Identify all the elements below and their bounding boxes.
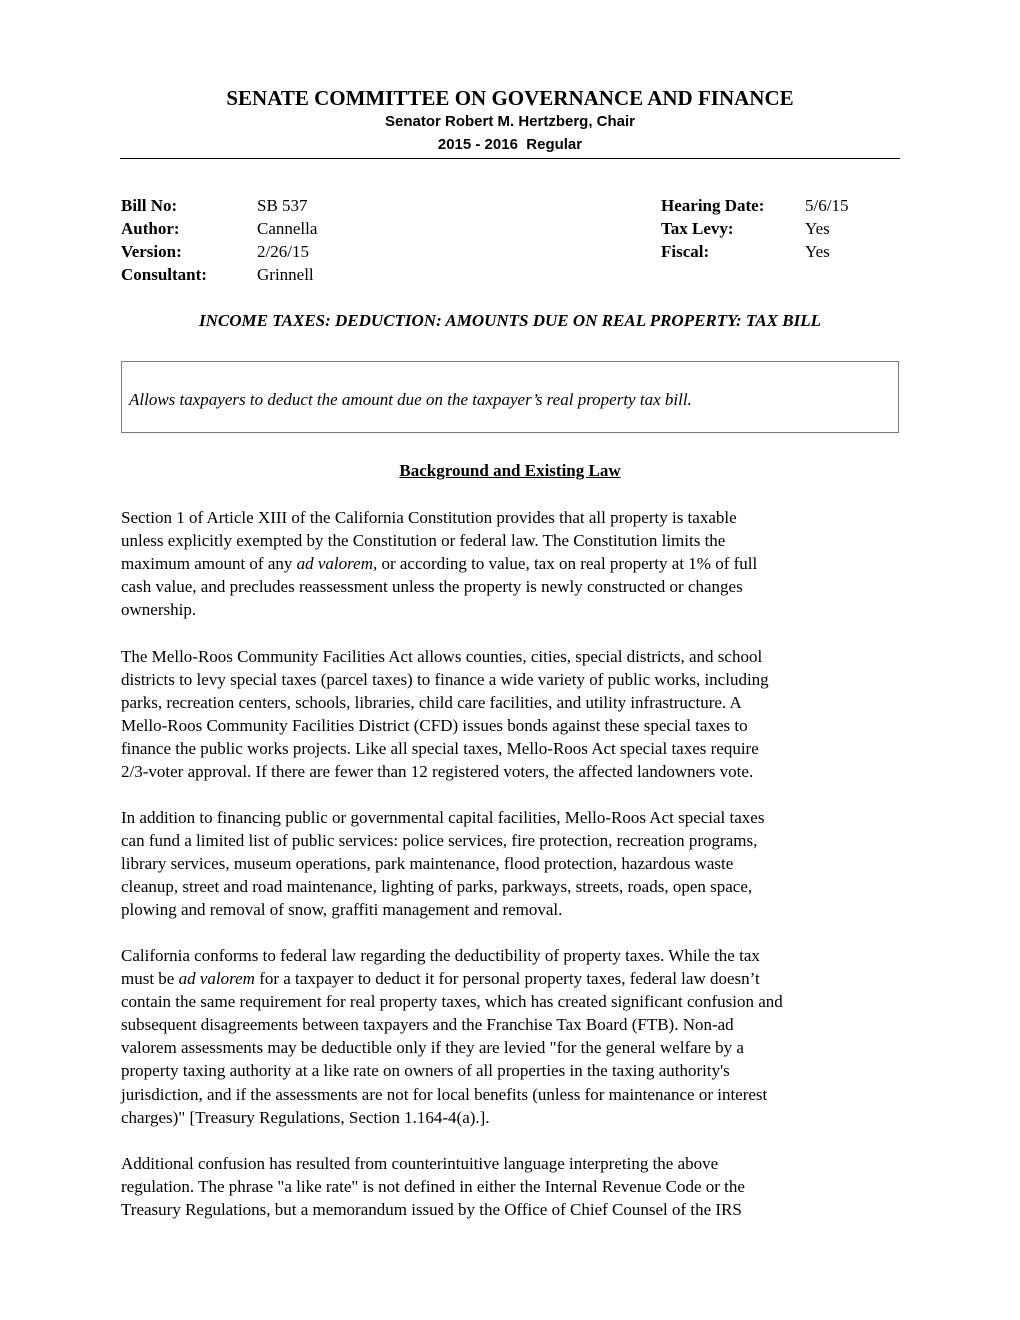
text-line: California conforms to federal law regarding the deductibility of property taxes. While the tax: [121, 946, 760, 965]
text-line: In addition to financing public or governmental capital facilities, Mello-Roos Act special taxes: [121, 808, 765, 827]
text-line: subsequent disagreements between taxpayers and the Franchise Tax Board (FTB). Non-ad: [121, 1015, 734, 1035]
committee-chair: Senator Robert M. Hertzberg, Chair: [384, 113, 636, 130]
hearing-date-label: Hearing Date:: [661, 196, 765, 215]
text-line: contain the same requirement for real property taxes, which has created significant confusion and: [121, 992, 783, 1012]
version-value: 2/26/15: [257, 242, 309, 261]
hearing-date-value: 5/6/15: [805, 196, 849, 215]
fiscal-label: Fiscal:: [661, 242, 710, 261]
summary-box: [121, 361, 899, 433]
text-line: [121, 552, 911, 575]
text-line: Section 1 of Article XIII of the California Constitution provides that all property is taxable: [121, 508, 737, 527]
text-run: for a taxpayer to deduct it for personal property taxes, federal law doesn’t: [254, 969, 760, 989]
text-run: maximum amount of any: [121, 554, 297, 574]
bill-no-value: SB 537: [257, 196, 308, 215]
text-line: finance the public works projects. Like all special taxes, Mello-Roos Act special taxes require: [121, 739, 759, 759]
text-line: ownership.: [121, 600, 197, 620]
paragraph-4: [121, 944, 911, 1129]
consultant-label: Consultant:: [121, 265, 207, 284]
text-line: property taxing authority at a like rate on owners of all properties in the taxing authority's: [121, 1061, 730, 1081]
paragraph-3: [121, 806, 911, 921]
text-line: plowing and removal of snow, graffiti management and removal.: [121, 900, 563, 920]
text-run: must be: [121, 969, 179, 989]
text-line: parks, recreation centers, schools, libraries, child care facilities, and utility infrastructure. A: [121, 693, 742, 713]
text-line: Additional confusion has resulted from counterintuitive language interpreting the above: [121, 1154, 719, 1173]
text-line: valorem assessments may be deductible only if they are levied "for the general welfare by a: [121, 1038, 744, 1058]
section-heading: Background and Existing Law: [399, 461, 621, 480]
consultant-value: Grinnell: [257, 265, 314, 284]
paragraph-1: [121, 506, 911, 621]
version-label: Version:: [121, 242, 182, 261]
text-line: library services, museum operations, park maintenance, flood protection, hazardous waste: [121, 854, 734, 874]
text-line: unless explicitly exempted by the Constitution or federal law. The Constitution limits the: [121, 531, 726, 551]
italic-term: ad valorem: [296, 554, 373, 574]
header-divider: [120, 158, 900, 159]
text-line: cash value, and precludes reassessment unless the property is newly constructed or changes: [121, 577, 743, 597]
text-line: 2/3-voter approval. If there are fewer than 12 registered voters, the affected landowners vote.: [121, 762, 754, 782]
text-line: cleanup, street and road maintenance, lighting of parks, parkways, streets, roads, open space,: [121, 877, 753, 897]
text-line: jurisdiction, and if the assessments are not for local benefits (unless for maintenance or interest: [121, 1084, 768, 1104]
legislative-session: 2015 - 2016 Regular: [437, 136, 583, 153]
bill-subject: INCOME TAXES: DEDUCTION: AMOUNTS DUE ON REAL PROPERTY: TAX BILL: [198, 311, 821, 330]
tax-levy-label: Tax Levy:: [661, 219, 734, 238]
paragraph-5: [121, 1152, 911, 1221]
author-value: Cannella: [257, 219, 318, 238]
text-line: Treasury Regulations, but a memorandum issued by the Office of Chief Counsel of the IRS: [121, 1200, 742, 1220]
text-line: can fund a limited list of public services: police services, fire protection, recreation programs,: [121, 831, 758, 851]
tax-levy-value: Yes: [805, 219, 830, 238]
summary-text: Allows taxpayers to deduct the amount due on the taxpayer’s real property tax bill.: [129, 390, 692, 409]
text-line: Mello-Roos Community Facilities District (CFD) issues bonds against these special taxes to: [121, 716, 748, 736]
committee-title: SENATE COMMITTEE ON GOVERNANCE AND FINANCE: [226, 86, 794, 110]
author-label: Author:: [121, 219, 180, 238]
text-line: regulation. The phrase "a like rate" is not defined in either the Internal Revenue Code or the: [121, 1177, 745, 1197]
text-line: [121, 967, 911, 990]
italic-term: ad valorem: [178, 969, 255, 989]
bill-no-label: Bill No:: [121, 196, 178, 215]
fiscal-value: Yes: [805, 242, 830, 261]
text-line: The Mello-Roos Community Facilities Act allows counties, cities, special districts, and school: [121, 647, 763, 666]
text-run: , or according to value, tax on real property at 1% of full: [372, 554, 758, 574]
text-line: charges)" [Treasury Regulations, Section 1.164-4(a).].: [121, 1107, 490, 1127]
paragraph-2: [121, 645, 911, 784]
text-line: districts to levy special taxes (parcel taxes) to finance a wide variety of public works, including: [121, 670, 769, 690]
